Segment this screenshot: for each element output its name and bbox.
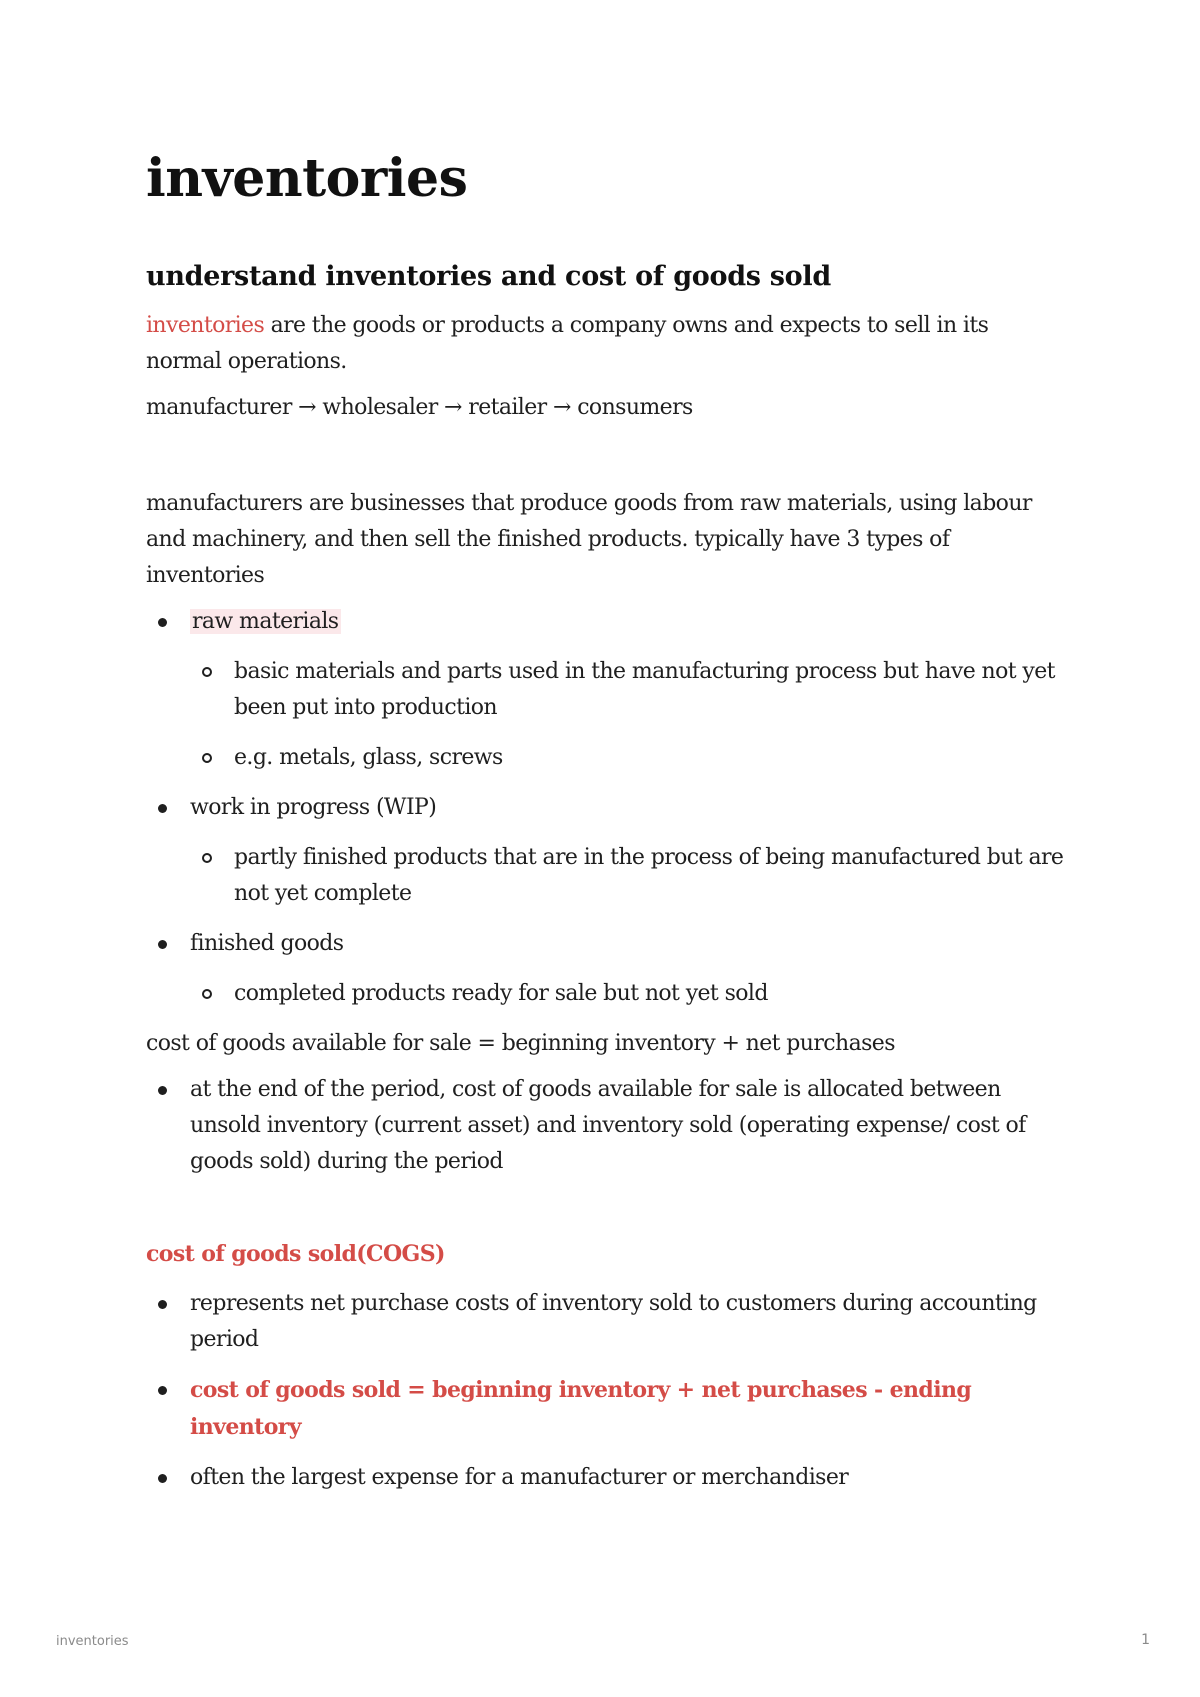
list-item (146, 790, 1066, 912)
hollow-bullet-icon (202, 853, 212, 863)
list-item (146, 1286, 1066, 1358)
list-item (190, 976, 1066, 1012)
list-item (146, 926, 1066, 1012)
spacer (146, 436, 1066, 486)
hollow-bullet-icon (202, 989, 212, 999)
intro-term: inventories (146, 312, 265, 338)
bullet-icon (158, 804, 167, 813)
bullet-icon (158, 1086, 167, 1095)
manufacturers-paragraph: manufacturers are businesses that produce goods from raw materials, using labour and machinery, and then sell the finished products. typically have 3 types of inventories (146, 490, 1032, 588)
detail-text: completed products ready for sale but not yet sold (234, 980, 768, 1006)
inventory-type-label: finished goods (190, 930, 344, 956)
hollow-bullet-icon (202, 667, 212, 677)
section-heading-understand: understand inventories and cost of goods sold (146, 261, 831, 293)
cogas-bullets (146, 1072, 1066, 1180)
section-heading-cogs: cost of goods sold(COGS) (146, 1240, 445, 1267)
hollow-bullet-icon (202, 753, 212, 763)
cogs-formula: cost of goods sold = beginning inventory + net purchases - ending inventory (190, 1376, 972, 1440)
bullet-icon (158, 940, 167, 949)
bullet-icon (158, 1386, 167, 1395)
list-item (146, 604, 1066, 776)
bullet-text: represents net purchase costs of inventory sold to customers during accounting period (190, 1290, 1037, 1352)
bullet-icon (158, 1300, 167, 1309)
inventory-type-label: work in progress (WIP) (190, 794, 437, 820)
document-page (146, 150, 1066, 1510)
cogas-formula: cost of goods available for sale = beginning inventory + net purchases (146, 1030, 895, 1056)
list-item (146, 1072, 1066, 1180)
bullet-text: often the largest expense for a manufacturer or merchandiser (190, 1464, 849, 1490)
detail-text: e.g. metals, glass, screws (234, 744, 503, 770)
spacer (146, 1194, 1066, 1236)
bullet-icon (158, 1474, 167, 1483)
supply-chain-line: manufacturer → wholesaler → retailer → consumers (146, 394, 693, 420)
bullet-text: at the end of the period, cost of goods available for sale is allocated between unsold inventory (current asset) and inventory sold (operating expense/ cost of goods sold) during the period (190, 1076, 1026, 1174)
intro-paragraph (146, 308, 1066, 380)
page-title: inventories (146, 148, 468, 209)
intro-rest: are the goods or products a company owns and expects to sell in its normal operations. (146, 312, 989, 374)
bullet-icon (158, 618, 167, 627)
sub-list (190, 976, 1066, 1012)
sub-list (190, 840, 1066, 912)
detail-text: basic materials and parts used in the manufacturing process but have not yet been put into production (234, 658, 1055, 720)
inventory-types-list (146, 604, 1066, 1012)
list-item (146, 1372, 1066, 1446)
list-item (190, 740, 1066, 776)
sub-list (190, 654, 1066, 776)
list-item (146, 1460, 1066, 1496)
detail-text: partly finished products that are in the process of being manufactured but are not yet complete (234, 844, 1064, 906)
page-number: 1 (1141, 1632, 1150, 1648)
footer-document-name: inventories (56, 1634, 129, 1649)
cogs-bullets (146, 1286, 1066, 1496)
list-item (190, 654, 1066, 726)
list-item (190, 840, 1066, 912)
inventory-type-label: raw materials (192, 608, 339, 634)
